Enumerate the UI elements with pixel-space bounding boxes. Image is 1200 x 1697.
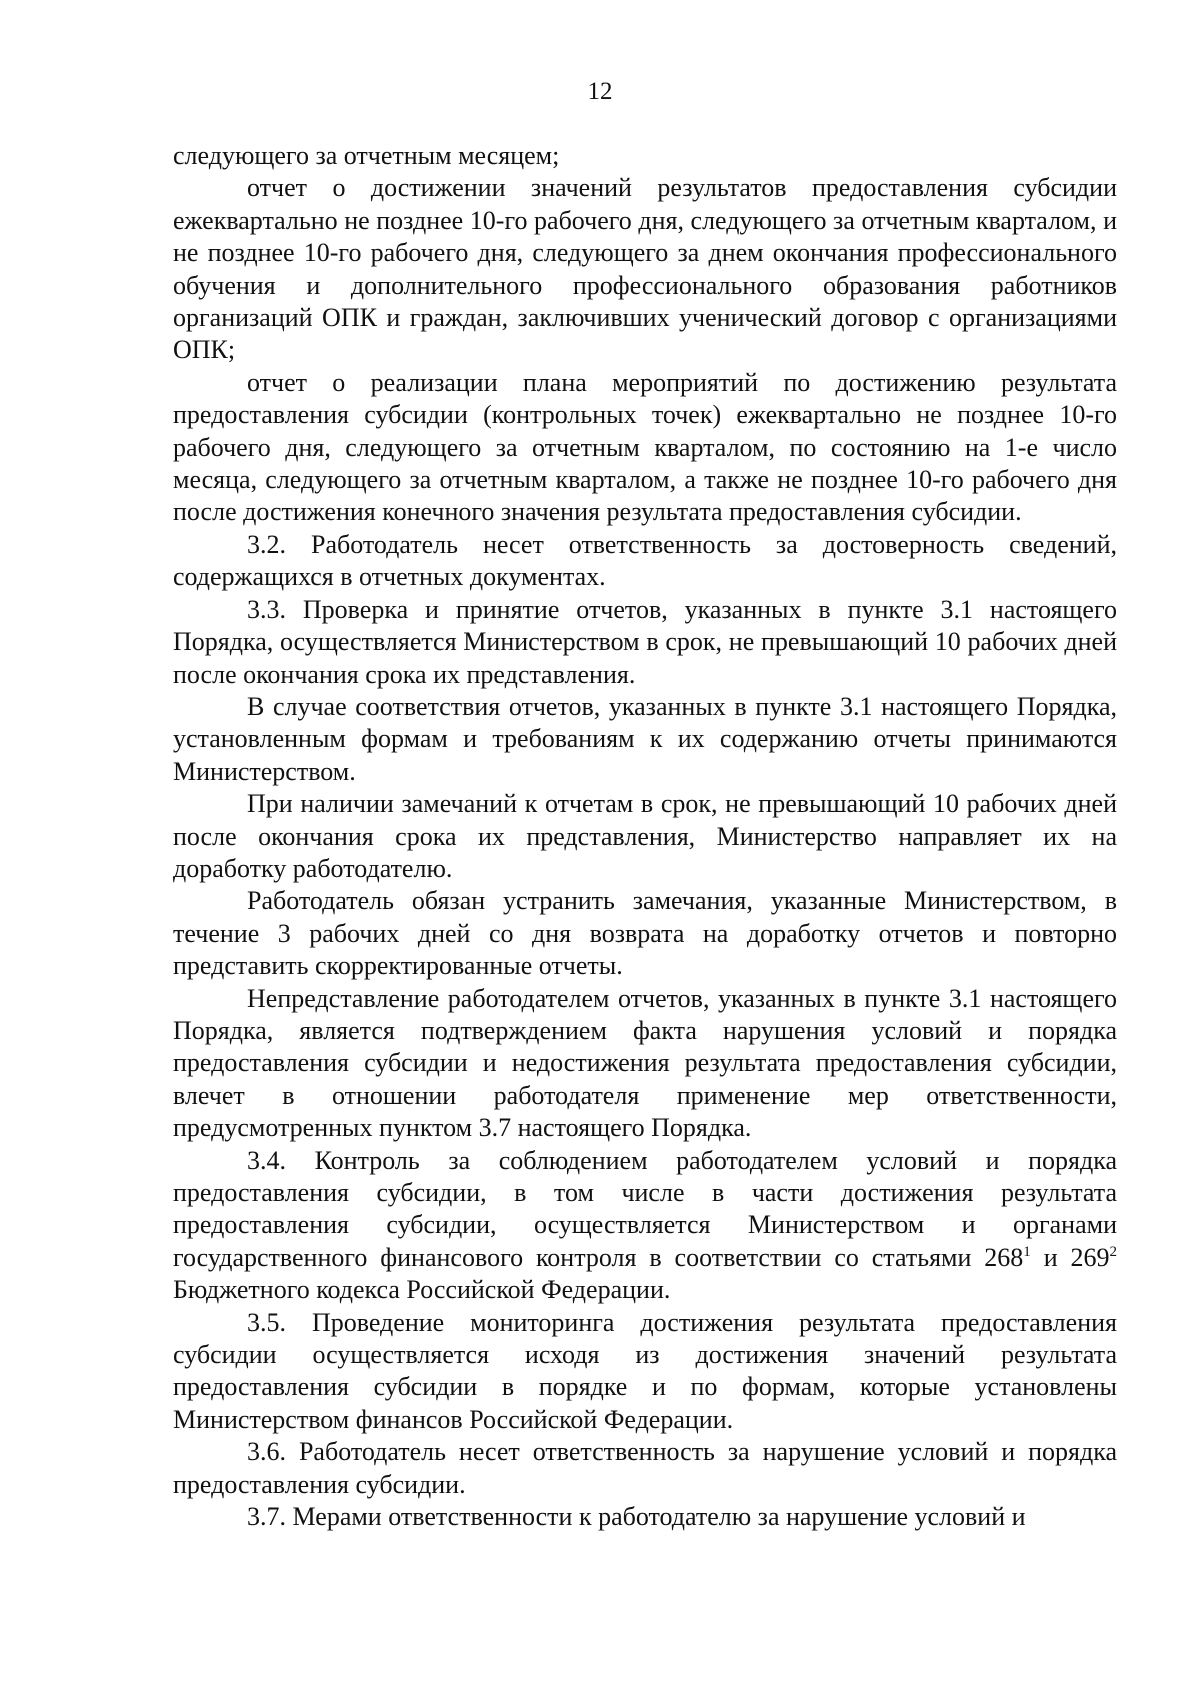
superscript-2: 2 [1109,1243,1117,1260]
paragraph-non-submission: Непредставление работодателем отчетов, указанных в пункте 3.1 настоящего Порядка, является подтверждением факта нарушения условий и порядка предоставления субсидии и недостижения результата предоставления субсидии, влечет в отношении работодателя применение мер ответственности, предусмотренных пунктом 3.7 настоящего Порядка. [173,983,1117,1143]
paragraph-3-4 [173,1145,1117,1307]
page-number: 12 [587,78,613,105]
paragraph-report-plan: отчет о реализации плана мероприятий по достижению результата предоставления субсидии (контрольных точек) ежеквартально не позднее 10-го рабочего дня, следующего за отчетным кварталом, по состоянию на 1-е число месяца, следующего за отчетным кварталом, а также не позднее 10-го рабочего дня после достижения конечного значения результата предоставления субсидии. [173,367,1117,527]
paragraph-fix-remarks: Работодатель обязан устранить замечания, указанные Министерством, в течение 3 рабочих дней со дня возврата на доработку отчетов и повторно представить скорректированные отчеты. [173,886,1117,981]
paragraph-3-6: 3.6. Работодатель несет ответственность за нарушение условий и порядка предоставления субсидии. [173,1437,1117,1499]
paragraph-3-2: 3.2. Работодатель несет ответственность за достоверность сведений, содержащихся в отчетных документах. [173,529,1117,592]
paragraph-continuation: следующего за отчетным месяцем; [173,141,560,170]
paragraph-reports-accepted: В случае соответствия отчетов, указанных в пункте 3.1 настоящего Порядка, установленным формам и требованиям к их содержанию отчеты принимаются Министерством. [173,691,1117,786]
paragraph-3-7: 3.7. Мерами ответственности к работодателю за нарушение условий и [247,1502,1026,1532]
paragraph-3-4-text-before: 3.4. Контроль за соблюдением работодателем условий и порядка предоставления субсидии, в том числе в части достижения результата предоставления субсидии, осуществляется Министерством и органами государственного финансового контроля в соответствии со статьями 268 [173,1145,1117,1272]
document-body [173,140,1117,1533]
superscript-1: 1 [1023,1243,1031,1260]
paragraph-3-3: 3.3. Проверка и принятие отчетов, указанных в пункте 3.1 настоящего Порядка, осуществляется Министерством в срок, не превышающий 10 рабочих дней после окончания срока их представления. [173,594,1117,689]
paragraph-3-4-text-after: Бюджетного кодекса Российской Федерации. [173,1275,671,1305]
paragraph-remarks: При наличии замечаний к отчетам в срок, не превышающий 10 рабочих дней после окончания срока их представления, Министерство направляет их на доработку работодателю. [173,789,1117,883]
paragraph-3-4-text-middle: и 269 [1030,1242,1110,1272]
paragraph-3-5: 3.5. Проведение мониторинга достижения результата предоставления субсидии осуществляется исходя из достижения значений результата предоставления субсидии в порядке и по формам, которые установлены Министерством финансов Российской Федерации. [173,1307,1117,1434]
paragraph-report-results: отчет о достижении значений результатов предоставления субсидии ежеквартально не позднее 10-го рабочего дня, следующего за отчетным кварталом, и не позднее 10-го рабочего дня, следующего за днем окончания профессионального обучения и дополнительного профессионального образования работников организаций ОПК и граждан, заключивших ученический договор с организациями ОПК; [173,173,1117,365]
